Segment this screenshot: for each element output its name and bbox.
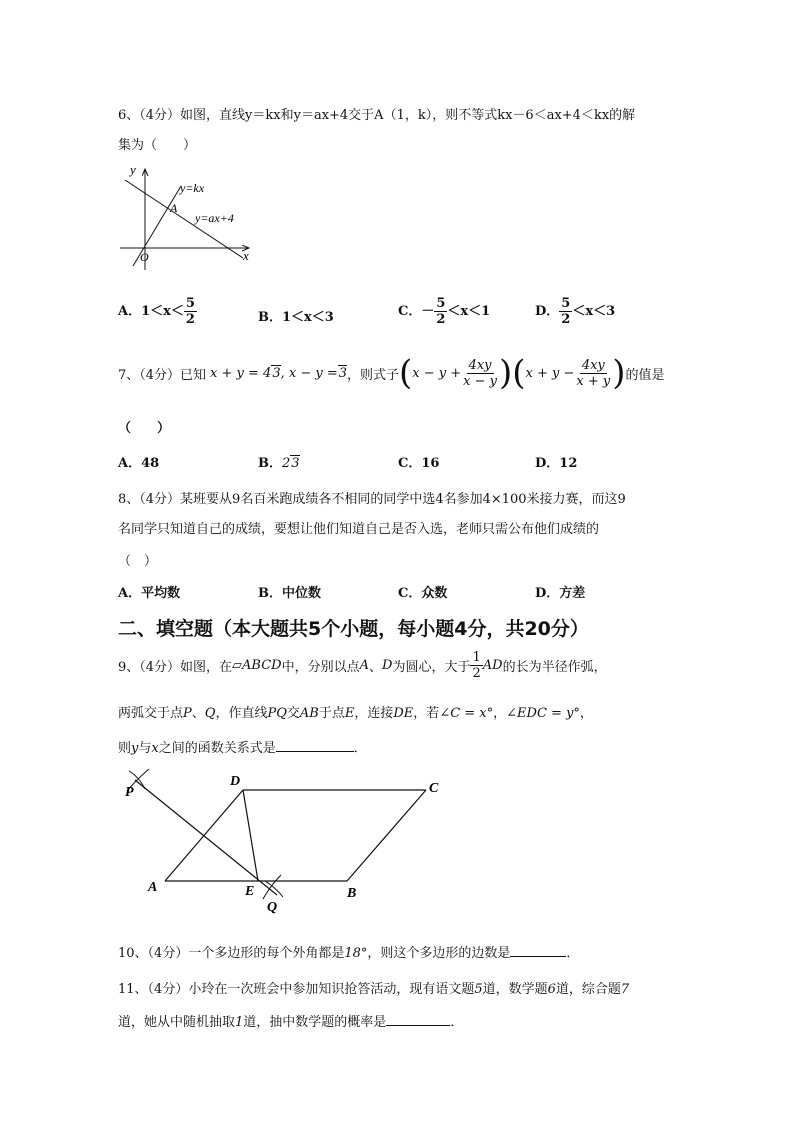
q9-line3: 则y与x之间的函数关系式是 ． (118, 737, 367, 756)
label-a-point: A (148, 880, 158, 895)
q7-paren: （ ） (118, 421, 171, 436)
label-yax4: y=ax+4 (195, 211, 234, 225)
q8-option-c: C．众数 (398, 586, 448, 601)
label-y: y (130, 162, 136, 177)
q8-option-d: D．方差 (535, 586, 586, 601)
label-x: x (243, 248, 249, 263)
q7-option-a: A．48 (118, 456, 160, 471)
label-a: A (170, 201, 178, 215)
q8-option-b: B．中位数 (258, 586, 321, 601)
q6-option-d: D． $\frac{5}{2}$ ＜x＜3 (535, 296, 616, 327)
q9-line2: 两弧交于点P、Q，作直线PQ交AB于点E，连接DE，若∠C = x°，∠EDC = y°， (118, 706, 593, 721)
q9-answer-blank[interactable] (276, 738, 354, 752)
segment-bc (347, 790, 426, 881)
q8-option-a: A．平均数 (118, 586, 181, 601)
arc-q-1 (263, 875, 281, 899)
q6-line2: 集为（ ） (118, 138, 197, 153)
q11-line1: 11、（4分）小玲在一次班会中参加知识抢答活动，现有语文题5道，数学题6道，综合题7 (118, 982, 630, 997)
label-ykx: y=kx (180, 181, 205, 195)
line-pq (135, 780, 277, 895)
q6-line1: 6、（4分）如图，直线y＝kx和y＝ax+4交于A（1，k），则不等式kx－6＜ax+4＜kx的解 (118, 108, 636, 123)
q6-graph (115, 158, 260, 273)
q6-option-b: B．1＜x＜3 (258, 310, 334, 325)
q7-option-c: C．16 (398, 456, 440, 471)
q7-option-d: D．12 (535, 456, 578, 471)
q8-line2: 名同学只知道自己的成绩，要想让他们知道自己是否入选，老师只需公布他们成绩的 (118, 522, 600, 537)
q9-parallelogram-figure (115, 765, 455, 915)
section-fill-in-title: 二、填空题（本大题共5个小题，每小题4分，共20分） (118, 618, 589, 640)
label-q: Q (267, 900, 278, 915)
label-p: P (125, 785, 134, 800)
label-e: E (245, 884, 255, 899)
q9-line1: 9、（4分）如图，在 ▱ABCD 中，分别以点 A 、 D 为圆心，大于 $\frac{1}{2}$ AD 的长为半径作弧， (118, 650, 607, 681)
q11-answer-blank[interactable] (386, 1012, 450, 1026)
label-o: O (140, 250, 149, 264)
q6-option-c: C．－ $\frac{5}{2}$ ＜x＜1 (398, 296, 491, 327)
label-b: B (347, 886, 357, 901)
q8-line3: （ ） (118, 554, 158, 569)
q8-line1: 8、（4分）某班要从9名百米跑成绩各不相同的同学中选4名参加4×100米接力赛，而这9 (118, 492, 626, 507)
q10-answer-blank[interactable] (510, 943, 566, 957)
label-d: D (230, 774, 241, 789)
q6-option-a: A．1＜x＜ $\frac{5}{2}$ (118, 296, 195, 327)
q11-line2: 道，她从中随机抽取1道，抽中数学题的概率是 ． (118, 1011, 463, 1030)
label-c: C (429, 781, 439, 796)
q7-line1: 7、（4分）已知 x + y = 4 3 , x − y = 3 ，则式子 ( x − y + $\frac{4xy}{x - y}$ ) ( x + y − $\frac{4xy}{x + y}$ ) 的值是 (118, 353, 665, 393)
q7-option-b: B．23 (258, 456, 300, 471)
q10-line: 10、（4分）一个多边形的每个外角都是18°，则这个多边形的边数是 ． (118, 942, 579, 961)
segment-de (243, 790, 258, 881)
